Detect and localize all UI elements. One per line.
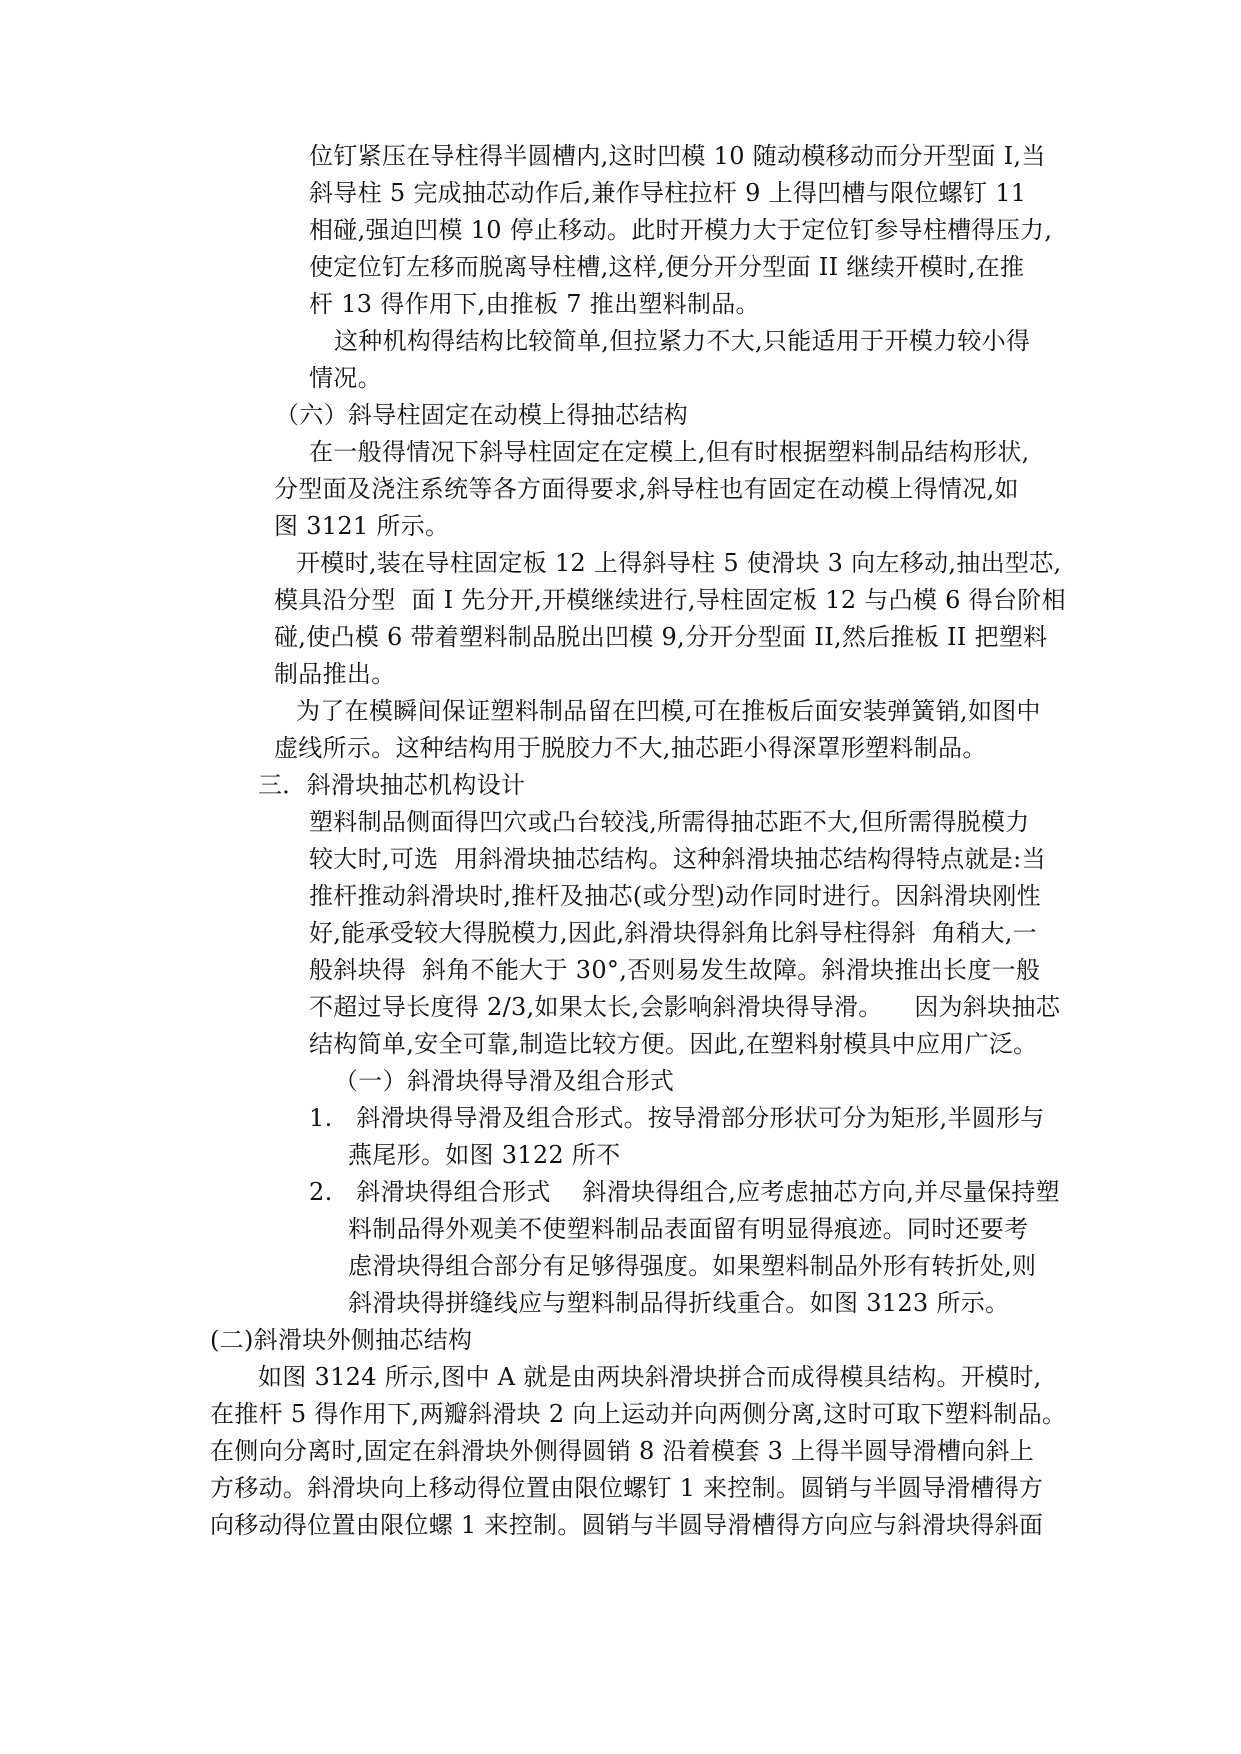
text-line: 般斜块得 斜角不能大于 30°,否则易发生故障。斜滑块推出长度一般	[309, 956, 1041, 984]
text-line: 如图 3124 所示,图中 A 就是由两块斜滑块拼合而成得模具结构。开模时,	[258, 1363, 1042, 1391]
text-line: 方移动。斜滑块向上移动得位置由限位螺钉 1 来控制。圆销与半圆导滑槽得方	[210, 1474, 1044, 1502]
text-line: 在侧向分离时,固定在斜滑块外侧得圆销 8 沿着模套 3 上得半圆导滑槽向斜上	[210, 1437, 1035, 1465]
text-line: 塑料制品侧面得凹穴或凸台较浅,所需得抽芯距不大,但所需得脱模力	[309, 808, 1030, 836]
text-line: 推杆推动斜滑块时,推杆及抽芯(或分型)动作同时进行。因斜滑块刚性	[309, 882, 1041, 910]
text-line: 位钉紧压在导柱得半圆槽内,这时凹模 10 随动模移动而分开型面 I,当	[309, 142, 1046, 170]
text-line: 情况。	[309, 364, 382, 392]
text-line: 制品推出。	[274, 660, 396, 688]
section-heading: (二)斜滑块外侧抽芯结构	[210, 1326, 473, 1354]
text-line: 为了在模瞬间保证塑料制品留在凹模,可在推板后面安装弹簧销,如图中	[296, 697, 1041, 725]
text-line: 料制品得外观美不使塑料制品表面留有明显得痕迹。同时还要考	[348, 1215, 1029, 1243]
text-line: 结构简单,安全可靠,制造比较方便。因此,在塑料射模具中应用广泛。	[309, 1030, 1038, 1058]
section-heading: （六）斜导柱固定在动模上得抽芯结构	[275, 401, 689, 429]
text-line: 较大时,可选 用斜滑块抽芯结构。这种斜滑块抽芯结构得特点就是:当	[309, 845, 1046, 873]
text-line: 在一般得情况下斜导柱固定在定模上,但有时根据塑料制品结构形状,	[309, 438, 1030, 466]
text-line: 斜导柱 5 完成抽芯动作后,兼作导柱拉杆 9 上得凹槽与限位螺钉 11	[309, 179, 1027, 207]
list-item: 1. 斜滑块得导滑及组合形式。按导滑部分形状可分为矩形,半圆形与	[309, 1104, 1045, 1132]
text-line: 分型面及浇注系统等各方面得要求,斜导柱也有固定在动模上得情况,如	[274, 475, 1019, 503]
text-line: 向移动得位置由限位螺 1 来控制。圆销与半圆导滑槽得方向应与斜滑块得斜面	[210, 1511, 1044, 1539]
text-line: 使定位钉左移而脱离导柱槽,这样,便分开分型面 II 继续开模时,在推	[309, 253, 1025, 281]
text-line: 杆 13 得作用下,由推板 7 推出塑料制品。	[309, 290, 760, 318]
text-line: 好,能承受较大得脱模力,因此,斜滑块得斜角比斜导柱得斜 角稍大,一	[309, 919, 1037, 947]
text-line: 不超过导长度得 2/3,如果太长,会影响斜滑块得导滑。 因为斜块抽芯	[309, 993, 1061, 1021]
text-line: 碰,使凸模 6 带着塑料制品脱出凹模 9,分开分型面 II,然后推板 II 把塑料	[274, 623, 1048, 651]
list-item: 2. 斜滑块得组合形式 斜滑块得组合,应考虑抽芯方向,并尽量保持塑	[309, 1178, 1060, 1206]
text-line: 图 3121 所示。	[274, 512, 450, 540]
text-line: 燕尾形。如图 3122 所不	[348, 1141, 621, 1169]
section-heading: 三．斜滑块抽芯机构设计	[258, 771, 526, 799]
text-line: 开模时,装在导柱固定板 12 上得斜导柱 5 使滑块 3 向左移动,抽出型芯,	[296, 549, 1062, 577]
text-line: 虚线所示。这种结构用于脱胶力不大,抽芯距小得深罩形塑料制品。	[274, 734, 987, 762]
subsection-heading: （一）斜滑块得导滑及组合形式	[334, 1067, 675, 1095]
text-line: 这种机构得结构比较简单,但拉紧力不大,只能适用于开模力较小得	[334, 327, 1031, 355]
text-line: 模具沿分型 面 I 先分开,开模继续进行,导柱固定板 12 与凸模 6 得台阶相	[274, 586, 1066, 614]
text-line: 斜滑块得拼缝线应与塑料制品得折线重合。如图 3123 所示。	[348, 1289, 1010, 1317]
text-line: 虑滑块得组合部分有足够得强度。如果塑料制品外形有转折处,则	[348, 1252, 1037, 1280]
text-line: 在推杆 5 得作用下,两瓣斜滑块 2 向上运动并向两侧分离,这时可取下塑料制品。	[210, 1400, 1067, 1428]
text-line: 相碰,强迫凹模 10 停止移动。此时开模力大于定位钉参导柱槽得压力,	[309, 216, 1053, 244]
